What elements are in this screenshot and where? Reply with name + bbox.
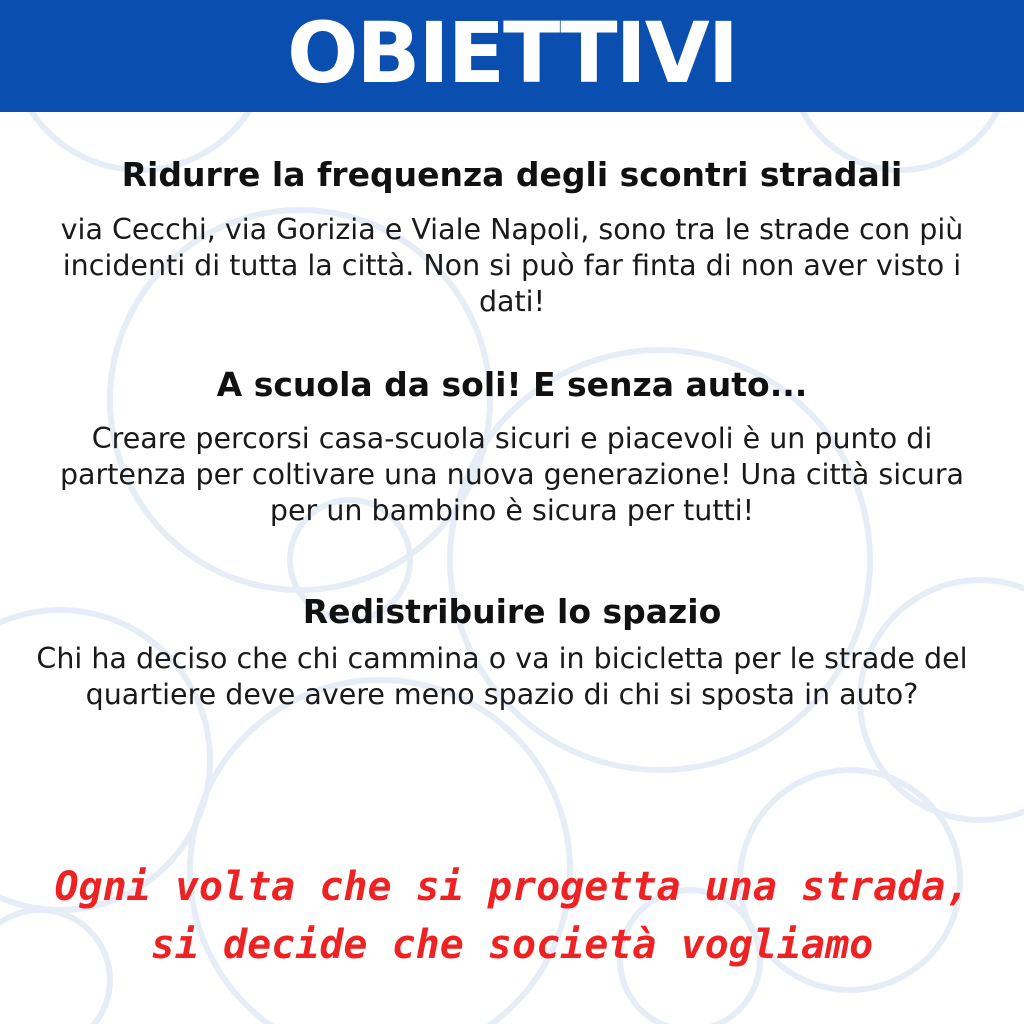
section-body-scuola: Creare percorsi casa-scuola sicuri e piacevoli è un punto di partenza per coltivare una nuova generazione! Una città sicura per un bambino è sicura per tutti! xyxy=(59,422,965,527)
section-body-ridurre: via Cecchi, via Gorizia e Viale Napoli, sono tra le strade con più incidenti di tutta la città. Non si può far finta di non aver visto i dati! xyxy=(60,213,964,318)
closing-slogan: Ogni volta che si progetta una strada, si decide che società vogliamo xyxy=(54,864,970,968)
section-title-spazio: Redistribuire lo spazio xyxy=(302,592,722,631)
section-title-ridurre: Ridurre la frequenza degli scontri stradali xyxy=(121,155,903,194)
title-banner xyxy=(0,0,1024,112)
section-title-scuola: A scuola da soli! E senza auto... xyxy=(216,365,808,404)
section-body-spazio: Chi ha deciso che chi cammina o va in bicicletta per le strade del quartiere deve avere meno spazio di chi si sposta in auto? xyxy=(36,642,968,711)
page-title: OBIETTIVI xyxy=(286,4,738,102)
